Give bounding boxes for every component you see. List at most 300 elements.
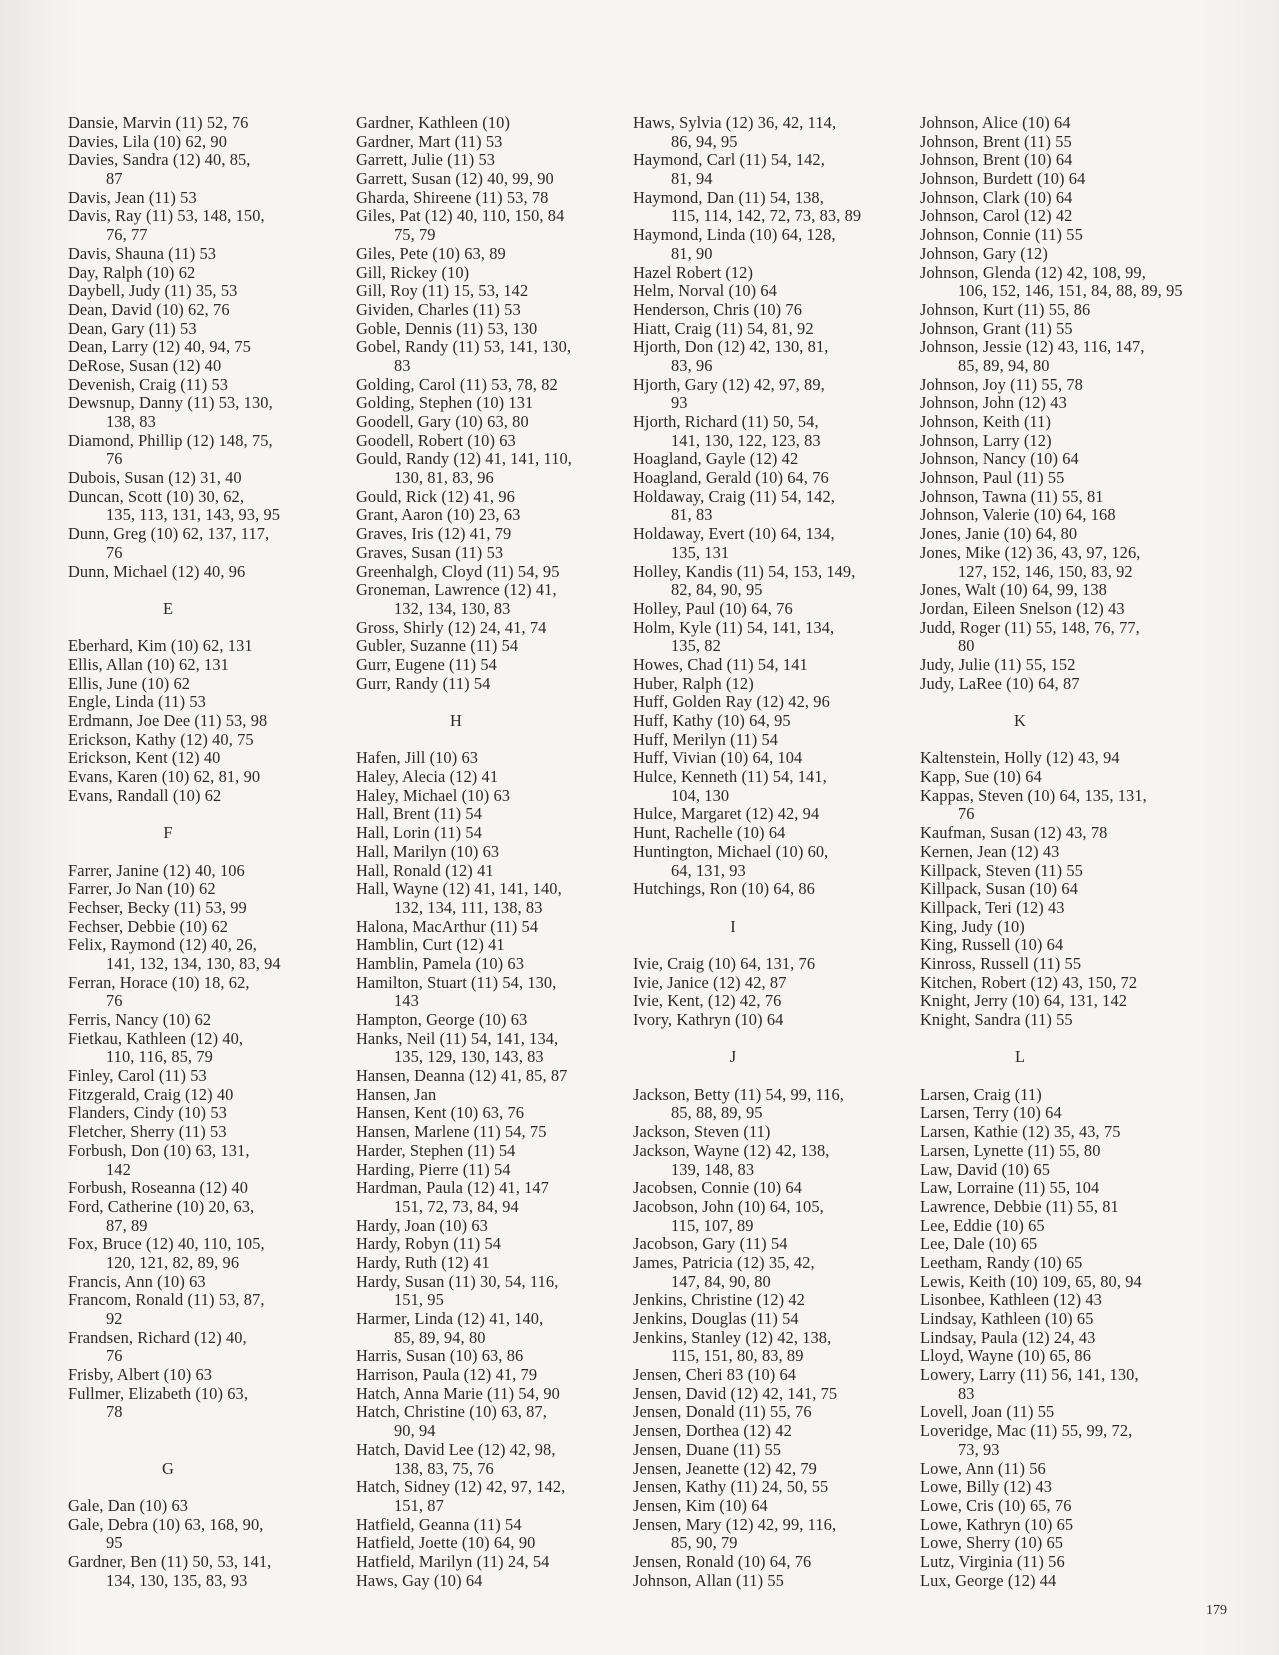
index-entry: Kaufman, Susan (12) 43, 78: [920, 823, 1108, 843]
index-entry: Lawrence, Debbie (11) 55, 81: [920, 1196, 1119, 1216]
index-entry: Johnson, Joy (11) 55, 78: [920, 374, 1083, 394]
entry-continuation: 76: [958, 804, 975, 824]
index-entry: Johnson, Glenda (12) 42, 108, 99,: [920, 262, 1146, 282]
entry-continuation: 73, 93: [958, 1439, 1000, 1459]
index-entry: Jensen, Ronald (10) 64, 76: [633, 1551, 812, 1571]
index-entry: Dansie, Marvin (11) 52, 76: [68, 113, 249, 132]
index-entry: Duncan, Scott (10) 30, 62,: [68, 486, 245, 506]
entry-continuation: 141, 132, 134, 130, 83, 94: [106, 953, 281, 973]
index-entry: Farrer, Jo Nan (10) 62: [68, 879, 216, 899]
entry-continuation: 78: [106, 1402, 123, 1422]
index-entry: Law, Lorraine (11) 55, 104: [920, 1178, 1100, 1198]
entry-continuation: 135, 131: [671, 542, 730, 562]
index-entry: Johnson, Larry (12): [920, 430, 1052, 450]
index-entry: Leetham, Randy (10) 65: [920, 1252, 1083, 1272]
entry-continuation: 135, 129, 130, 143, 83: [394, 1047, 544, 1067]
entry-continuation: 75, 79: [394, 225, 436, 245]
index-entry: Jensen, Kathy (11) 24, 50, 55: [633, 1477, 829, 1497]
section-letter: L: [1014, 1047, 1026, 1067]
index-entry: Jones, Mike (12) 36, 43, 97, 126,: [920, 542, 1141, 562]
entry-continuation: 138, 83, 75, 76: [394, 1458, 494, 1478]
index-entry: Hardy, Robyn (11) 54: [356, 1234, 502, 1254]
entry-continuation: 138, 83: [106, 412, 156, 431]
index-entry: Jensen, Mary (12) 42, 99, 116,: [633, 1514, 837, 1534]
index-entry: Lloyd, Wayne (10) 65, 86: [920, 1346, 1092, 1366]
index-entry: Davies, Lila (10) 62, 90: [68, 131, 227, 151]
index-entry: Judy, Julie (11) 55, 152: [920, 654, 1076, 674]
index-entry: Larsen, Craig (11): [920, 1084, 1042, 1104]
entry-continuation: 81, 83: [671, 505, 713, 525]
index-entry: Erickson, Kathy (12) 40, 75: [68, 729, 254, 749]
entry-continuation: 141, 130, 122, 123, 83: [671, 430, 821, 450]
index-entry: Dunn, Michael (12) 40, 96: [68, 561, 246, 581]
index-entry: Ivory, Kathryn (10) 64: [633, 1010, 784, 1029]
spacer: [920, 1030, 1220, 1049]
index-entry: Garrett, Susan (12) 40, 99, 90: [356, 169, 554, 189]
entry-continuation: 95: [106, 1533, 123, 1553]
index-entry: Harder, Stephen (11) 54: [356, 1140, 516, 1160]
index-entry: Forbush, Roseanna (12) 40: [68, 1178, 249, 1198]
spacer: [633, 899, 908, 918]
entry-continuation: 85, 88, 89, 95: [671, 1103, 763, 1123]
index-entry: Hatch, David Lee (12) 42, 98,: [356, 1439, 556, 1459]
index-entry: Johnson, Valerie (10) 64, 168: [920, 505, 1116, 525]
spacer: [356, 731, 616, 750]
entry-continuation: 83: [394, 355, 411, 375]
index-entry: Lewis, Keith (10) 109, 65, 80, 94: [920, 1271, 1142, 1291]
index-entry: Lee, Dale (10) 65: [920, 1234, 1038, 1254]
index-entry: King, Russell (10) 64: [920, 935, 1064, 955]
index-entry: Jensen, Kim (10) 64: [633, 1495, 768, 1515]
index-entry: Hatch, Christine (10) 63, 87,: [356, 1402, 547, 1422]
index-entry: Johnson, Brent (10) 64: [920, 150, 1073, 170]
index-entry: Gill, Rickey (10): [356, 262, 470, 282]
index-entry: Ferris, Nancy (10) 62: [68, 1010, 212, 1029]
index-entry: Dean, David (10) 62, 76: [68, 299, 230, 319]
entry-continuation: 83, 96: [671, 355, 713, 375]
index-entry: Lowe, Ann (11) 56: [920, 1458, 1046, 1478]
index-entry: Johnson, Tawna (11) 55, 81: [920, 486, 1104, 506]
index-entry: Henderson, Chris (10) 76: [633, 299, 803, 319]
section-letter: J: [729, 1047, 737, 1067]
index-entry: Hatfield, Marilyn (11) 24, 54: [356, 1551, 550, 1571]
index-entry: Dean, Gary (11) 53: [68, 318, 197, 338]
index-entry: Huff, Vivian (10) 64, 104: [633, 748, 803, 768]
index-entry: Lowe, Billy (12) 43: [920, 1477, 1053, 1497]
index-entry: Jackson, Betty (11) 54, 99, 116,: [633, 1084, 844, 1104]
index-entry: Davis, Shauna (11) 53: [68, 243, 217, 263]
index-entry: Kappas, Steven (10) 64, 135, 131,: [920, 785, 1147, 805]
spacer: [920, 693, 1220, 712]
index-entry: Holley, Paul (10) 64, 76: [633, 598, 793, 618]
index-entry: Knight, Jerry (10) 64, 131, 142: [920, 991, 1128, 1011]
index-entry: Haymond, Linda (10) 64, 128,: [633, 225, 836, 245]
index-entry: Hulce, Kenneth (11) 54, 141,: [633, 767, 827, 787]
index-entry: Dean, Larry (12) 40, 94, 75: [68, 337, 251, 357]
entry-continuation: 80: [958, 636, 975, 656]
index-entry: Kernen, Jean (12) 43: [920, 841, 1060, 861]
index-entry: Lisonbee, Kathleen (12) 43: [920, 1290, 1102, 1310]
index-entry: Johnson, Jessie (12) 43, 116, 147,: [920, 337, 1145, 357]
entry-continuation: 85, 89, 94, 80: [394, 1327, 486, 1347]
index-entry: Davies, Sandra (12) 40, 85,: [68, 150, 251, 170]
index-entry: Hardy, Ruth (12) 41: [356, 1252, 490, 1272]
index-entry: Johnson, Grant (11) 55: [920, 318, 1073, 338]
index-entry: Killpack, Steven (11) 55: [920, 860, 1083, 880]
index-entry: Gurr, Randy (11) 54: [356, 673, 491, 693]
entry-continuation: 135, 113, 131, 143, 93, 95: [106, 505, 281, 525]
entry-continuation: 81, 94: [671, 169, 713, 189]
index-entry: Gubler, Suzanne (11) 54: [356, 636, 519, 656]
entry-continuation: 87: [106, 169, 123, 189]
index-entry: Johnson, Carol (12) 42: [920, 206, 1073, 226]
index-entry: Hazel Robert (12): [633, 262, 754, 282]
entry-continuation: 132, 134, 130, 83: [394, 598, 511, 618]
index-entry: Gross, Shirly (12) 24, 41, 74: [356, 617, 547, 637]
index-entry: Jones, Walt (10) 64, 99, 138: [920, 580, 1107, 600]
index-entry: Johnson, Allan (11) 55: [633, 1570, 784, 1590]
index-entry: Frandsen, Richard (12) 40,: [68, 1327, 247, 1347]
section-letter: K: [1014, 711, 1026, 730]
index-entry: Killpack, Susan (10) 64: [920, 879, 1078, 899]
entry-continuation: 142: [106, 1159, 131, 1179]
index-entry: Gardner, Ben (11) 50, 53, 141,: [68, 1551, 272, 1571]
index-entry: Kaltenstein, Holly (12) 43, 94: [920, 748, 1120, 768]
index-entry: Johnson, Burdett (10) 64: [920, 169, 1086, 189]
index-entry: DeRose, Susan (12) 40: [68, 355, 222, 375]
index-entry: Haws, Gay (10) 64: [356, 1570, 483, 1590]
index-entry: Gividen, Charles (11) 53: [356, 299, 521, 319]
entry-continuation: 127, 152, 146, 150, 83, 92: [958, 561, 1133, 581]
index-entry: Daybell, Judy (11) 35, 53: [68, 281, 238, 301]
index-entry: Fietkau, Kathleen (12) 40,: [68, 1028, 244, 1048]
index-entry: Killpack, Teri (12) 43: [920, 897, 1065, 917]
index-entry: King, Judy (10): [920, 916, 1025, 936]
index-entry: Hatfield, Geanna (11) 54: [356, 1514, 522, 1534]
spacer: [633, 1067, 908, 1086]
index-entry: Larsen, Lynette (11) 55, 80: [920, 1140, 1101, 1160]
index-entry: Kitchen, Robert (12) 43, 150, 72: [920, 972, 1138, 992]
entry-continuation: 86, 94, 95: [671, 131, 738, 151]
index-entry: Helm, Norval (10) 64: [633, 281, 778, 301]
index-entry: Jensen, Cheri 83 (10) 64: [633, 1365, 797, 1385]
entry-continuation: 76: [106, 542, 123, 562]
index-entry: Law, David (10) 65: [920, 1159, 1051, 1179]
index-entry: Gardner, Kathleen (10): [356, 113, 510, 132]
index-entry: Hoagland, Gerald (10) 64, 76: [633, 468, 829, 488]
entry-continuation: 82, 84, 90, 95: [671, 580, 763, 600]
index-entry: Hampton, George (10) 63: [356, 1010, 528, 1029]
section-letter: I: [730, 916, 736, 936]
index-entry: Loveridge, Mac (11) 55, 99, 72,: [920, 1421, 1133, 1441]
spacer: [356, 693, 616, 712]
index-entry: Haley, Michael (10) 63: [356, 785, 511, 805]
index-entry: Hunt, Rachelle (10) 64: [633, 823, 786, 843]
index-entry: Huff, Merilyn (11) 54: [633, 729, 779, 749]
index-entry: Jensen, Duane (11) 55: [633, 1439, 782, 1459]
section-letter: F: [163, 823, 173, 843]
entry-continuation: 134, 130, 135, 83, 93: [106, 1570, 248, 1590]
index-entry: Fitzgerald, Craig (12) 40: [68, 1084, 234, 1104]
index-entry: Harrison, Paula (12) 41, 79: [356, 1365, 538, 1385]
index-entry: James, Patricia (12) 35, 42,: [633, 1252, 815, 1272]
index-entry: Jensen, Jeanette (12) 42, 79: [633, 1458, 817, 1478]
entry-continuation: 115, 114, 142, 72, 73, 83, 89: [671, 206, 862, 226]
index-entry: Eberhard, Kim (10) 62, 131: [68, 636, 253, 656]
index-entry: Larsen, Terry (10) 64: [920, 1103, 1062, 1123]
spacer: [68, 1422, 328, 1441]
index-column-4: [920, 114, 1220, 1590]
index-entry: Hansen, Deanna (12) 41, 85, 87: [356, 1066, 568, 1086]
index-entry: Johnson, Connie (11) 55: [920, 225, 1083, 245]
index-entry: Huber, Ralph (12): [633, 673, 754, 693]
index-entry: Kapp, Sue (10) 64: [920, 767, 1042, 787]
index-entry: Johnson, Brent (11) 55: [920, 131, 1072, 151]
entry-continuation: 76: [106, 449, 123, 469]
entry-continuation: 92: [106, 1309, 123, 1328]
index-entry: Jenkins, Douglas (11) 54: [633, 1309, 799, 1328]
index-entry: Grant, Aaron (10) 23, 63: [356, 505, 521, 525]
index-entry: Ivie, Craig (10) 64, 131, 76: [633, 953, 816, 973]
index-entry: Jensen, Donald (11) 55, 76: [633, 1402, 812, 1422]
index-entry: Lowe, Kathryn (10) 65: [920, 1514, 1074, 1534]
index-entry: Fox, Bruce (12) 40, 110, 105,: [68, 1234, 265, 1254]
index-entry: Hamblin, Pamela (10) 63: [356, 953, 524, 973]
entry-continuation: 64, 131, 93: [671, 860, 746, 880]
entry-continuation: 104, 130: [671, 785, 730, 805]
index-entry: Hutchings, Ron (10) 64, 86: [633, 879, 815, 899]
index-entry: Hamblin, Curt (12) 41: [356, 935, 505, 955]
index-entry: Diamond, Phillip (12) 148, 75,: [68, 430, 273, 450]
index-entry: Ferran, Horace (10) 18, 62,: [68, 972, 250, 992]
index-entry: Johnson, Gary (12): [920, 243, 1048, 263]
entry-continuation: 110, 116, 85, 79: [106, 1047, 213, 1067]
index-entry: Haley, Alecia (12) 41: [356, 767, 499, 787]
index-entry: Farrer, Janine (12) 40, 106: [68, 860, 245, 880]
index-entry: Golding, Stephen (10) 131: [356, 393, 534, 413]
entry-continuation: 139, 148, 83: [671, 1159, 755, 1179]
index-column-2: [356, 114, 616, 1590]
index-entry: Hiatt, Craig (11) 54, 81, 92: [633, 318, 814, 338]
index-entry: Giles, Pat (12) 40, 110, 150, 84: [356, 206, 565, 226]
index-entry: Gobel, Randy (11) 53, 141, 130,: [356, 337, 572, 357]
index-entry: Jenkins, Christine (12) 42: [633, 1290, 805, 1310]
index-entry: Hansen, Jan: [356, 1084, 437, 1104]
index-entry: Gale, Debra (10) 63, 168, 90,: [68, 1514, 264, 1534]
index-entry: Evans, Karen (10) 62, 81, 90: [68, 767, 261, 787]
index-entry: Groneman, Lawrence (12) 41,: [356, 580, 557, 600]
index-entry: Jackson, Steven (11): [633, 1122, 771, 1142]
index-entry: Hardy, Joan (10) 63: [356, 1215, 488, 1235]
index-entry: Day, Ralph (10) 62: [68, 262, 196, 282]
index-entry: Jenkins, Stanley (12) 42, 138,: [633, 1327, 832, 1347]
index-entry: Gardner, Mart (11) 53: [356, 131, 503, 151]
index-entry: Hafen, Jill (10) 63: [356, 748, 479, 768]
index-entry: Ellis, June (10) 62: [68, 673, 191, 693]
entry-continuation: 106, 152, 146, 151, 84, 88, 89, 95: [958, 281, 1183, 301]
entry-continuation: 151, 95: [394, 1290, 444, 1310]
index-entry: Lindsay, Paula (12) 24, 43: [920, 1327, 1096, 1347]
index-entry: Gould, Rick (12) 41, 96: [356, 486, 515, 506]
index-entry: Graves, Susan (11) 53: [356, 542, 504, 562]
index-entry: Hanks, Neil (11) 54, 141, 134,: [356, 1028, 559, 1048]
index-entry: Lux, George (12) 44: [920, 1570, 1057, 1590]
index-entry: Halona, MacArthur (11) 54: [356, 916, 539, 936]
index-entry: Jones, Janie (10) 64, 80: [920, 524, 1078, 544]
index-entry: Dubois, Susan (12) 31, 40: [68, 468, 242, 488]
index-entry: Goodell, Robert (10) 63: [356, 430, 516, 450]
index-entry: Davis, Ray (11) 53, 148, 150,: [68, 206, 265, 226]
index-entry: Giles, Pete (10) 63, 89: [356, 243, 506, 263]
index-entry: Johnson, Kurt (11) 55, 86: [920, 299, 1091, 319]
spacer: [68, 581, 328, 600]
index-entry: Hjorth, Richard (11) 50, 54,: [633, 412, 819, 431]
index-entry: Lowery, Larry (11) 56, 141, 130,: [920, 1365, 1139, 1385]
index-entry: Dewsnup, Danny (11) 53, 130,: [68, 393, 273, 413]
index-entry: Judy, LaRee (10) 64, 87: [920, 673, 1080, 693]
index-entry: Haws, Sylvia (12) 36, 42, 114,: [633, 113, 837, 132]
index-entry: Hardy, Susan (11) 30, 54, 116,: [356, 1271, 559, 1291]
index-entry: Hatch, Anna Marie (11) 54, 90: [356, 1383, 560, 1403]
index-entry: Johnson, Keith (11): [920, 412, 1052, 431]
index-entry: Graves, Iris (12) 41, 79: [356, 524, 512, 544]
index-column-1: [68, 114, 328, 1590]
entry-continuation: 115, 107, 89: [671, 1215, 754, 1235]
index-entry: Howes, Chad (11) 54, 141: [633, 654, 808, 674]
index-entry: Garrett, Julie (11) 53: [356, 150, 496, 170]
index-entry: Ivie, Kent, (12) 42, 76: [633, 991, 782, 1011]
entry-continuation: 76, 77: [106, 225, 148, 245]
index-entry: Haymond, Dan (11) 54, 138,: [633, 187, 824, 207]
index-columns: [68, 114, 1248, 1594]
section-letter: H: [450, 711, 462, 730]
index-entry: Harmer, Linda (12) 41, 140,: [356, 1309, 544, 1328]
entry-continuation: 115, 151, 80, 83, 89: [671, 1346, 804, 1366]
entry-continuation: 143: [394, 991, 419, 1011]
index-entry: Hulce, Margaret (12) 42, 94: [633, 804, 820, 824]
index-entry: Hall, Marilyn (10) 63: [356, 841, 500, 861]
index-entry: Harding, Pierre (11) 54: [356, 1159, 511, 1179]
index-entry: Hardman, Paula (12) 41, 147: [356, 1178, 549, 1198]
index-entry: Erickson, Kent (12) 40: [68, 748, 221, 768]
index-entry: Jacobson, Gary (11) 54: [633, 1234, 788, 1254]
index-entry: Francis, Ann (10) 63: [68, 1271, 206, 1291]
index-entry: Johnson, Paul (11) 55: [920, 468, 1065, 488]
index-entry: Hjorth, Gary (12) 42, 97, 89,: [633, 374, 825, 394]
entry-continuation: 130, 81, 83, 96: [394, 468, 494, 488]
entry-continuation: 76: [106, 1346, 123, 1366]
index-entry: Hansen, Marlene (11) 54, 75: [356, 1122, 547, 1142]
index-entry: Huff, Golden Ray (12) 42, 96: [633, 692, 830, 712]
index-entry: Hall, Lorin (11) 54: [356, 823, 483, 843]
index-entry: Lowe, Sherry (10) 65: [920, 1533, 1064, 1553]
index-entry: Gould, Randy (12) 41, 141, 110,: [356, 449, 573, 469]
index-entry: Johnson, Alice (10) 64: [920, 113, 1071, 132]
index-entry: Knight, Sandra (11) 55: [920, 1010, 1073, 1029]
entry-continuation: 76: [106, 991, 123, 1011]
index-entry: Jacobsen, Connie (10) 64: [633, 1178, 803, 1198]
entry-continuation: 132, 134, 111, 138, 83: [394, 897, 543, 917]
index-entry: Larsen, Kathie (12) 35, 43, 75: [920, 1122, 1121, 1142]
index-entry: Haymond, Carl (11) 54, 142,: [633, 150, 825, 170]
entry-continuation: 85, 89, 94, 80: [958, 355, 1050, 375]
index-entry: Gale, Dan (10) 63: [68, 1495, 189, 1515]
index-entry: Jacobson, John (10) 64, 105,: [633, 1196, 824, 1216]
index-entry: Hoagland, Gayle (12) 42: [633, 449, 799, 469]
index-entry: Hansen, Kent (10) 63, 76: [356, 1103, 525, 1123]
index-entry: Fletcher, Sherry (11) 53: [68, 1122, 227, 1142]
index-entry: Ivie, Janice (12) 42, 87: [633, 972, 787, 992]
spacer: [920, 1067, 1220, 1086]
index-entry: Jensen, David (12) 42, 141, 75: [633, 1383, 838, 1403]
index-entry: Johnson, John (12) 43: [920, 393, 1067, 413]
index-entry: Huntington, Michael (10) 60,: [633, 841, 829, 861]
section-letter: G: [162, 1458, 174, 1478]
index-entry: Johnson, Clark (10) 64: [920, 187, 1073, 207]
index-entry: Hatch, Sidney (12) 42, 97, 142,: [356, 1477, 566, 1497]
entry-continuation: 93: [671, 393, 688, 413]
index-entry: Fechser, Debbie (10) 62: [68, 916, 229, 936]
spacer: [68, 805, 328, 824]
index-entry: Hamilton, Stuart (11) 54, 130,: [356, 972, 557, 992]
index-entry: Holm, Kyle (11) 54, 141, 134,: [633, 617, 835, 637]
spacer: [68, 619, 328, 638]
index-entry: Gharda, Shireene (11) 53, 78: [356, 187, 549, 207]
entry-continuation: 87, 89: [106, 1215, 148, 1235]
entry-continuation: 81, 90: [671, 243, 713, 263]
index-entry: Evans, Randall (10) 62: [68, 785, 222, 805]
index-entry: Jackson, Wayne (12) 42, 138,: [633, 1140, 830, 1160]
index-entry: Davis, Jean (11) 53: [68, 187, 197, 207]
index-entry: Felix, Raymond (12) 40, 26,: [68, 935, 257, 955]
index-entry: Holley, Kandis (11) 54, 153, 149,: [633, 561, 856, 581]
index-entry: Hjorth, Don (12) 42, 130, 81,: [633, 337, 829, 357]
index-entry: Lovell, Joan (11) 55: [920, 1402, 1055, 1422]
index-entry: Goble, Dennis (11) 53, 130: [356, 318, 538, 338]
entry-continuation: 90, 94: [394, 1421, 436, 1441]
index-entry: Francom, Ronald (11) 53, 87,: [68, 1290, 265, 1310]
index-entry: Ellis, Allan (10) 62, 131: [68, 654, 229, 674]
index-entry: Golding, Carol (11) 53, 78, 82: [356, 374, 558, 394]
index-entry: Jensen, Dorthea (12) 42: [633, 1421, 792, 1441]
entry-continuation: 83: [958, 1383, 975, 1403]
index-entry: Huff, Kathy (10) 64, 95: [633, 711, 791, 730]
index-entry: Lowe, Cris (10) 65, 76: [920, 1495, 1072, 1515]
index-entry: Erdmann, Joe Dee (11) 53, 98: [68, 711, 268, 730]
spacer: [68, 1441, 328, 1460]
index-entry: Greenhalgh, Cloyd (11) 54, 95: [356, 561, 560, 581]
index-entry: Judd, Roger (11) 55, 148, 76, 77,: [920, 617, 1140, 637]
index-entry: Lindsay, Kathleen (10) 65: [920, 1309, 1094, 1328]
index-entry: Devenish, Craig (11) 53: [68, 374, 229, 394]
index-entry: Harris, Susan (10) 63, 86: [356, 1346, 524, 1366]
index-entry: Gurr, Eugene (11) 54: [356, 654, 497, 674]
spacer: [68, 843, 328, 862]
index-entry: Hall, Brent (11) 54: [356, 804, 483, 824]
index-entry: Flanders, Cindy (10) 53: [68, 1103, 227, 1123]
index-entry: Fechser, Becky (11) 53, 99: [68, 897, 247, 917]
spacer: [633, 936, 908, 955]
index-entry: Gill, Roy (11) 15, 53, 142: [356, 281, 529, 301]
entry-continuation: 135, 82: [671, 636, 721, 656]
entry-continuation: 151, 72, 73, 84, 94: [394, 1196, 519, 1216]
index-entry: Jordan, Eileen Snelson (12) 43: [920, 598, 1125, 618]
index-column-3: [633, 114, 908, 1590]
page-number: 179: [1206, 1603, 1227, 1618]
section-letter: E: [162, 598, 174, 618]
spacer: [920, 731, 1220, 750]
index-entry: Fullmer, Elizabeth (10) 63,: [68, 1383, 249, 1403]
